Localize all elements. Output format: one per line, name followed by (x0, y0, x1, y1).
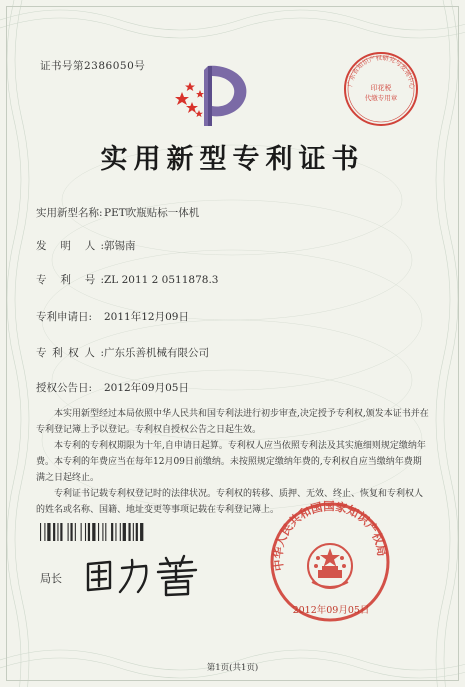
tax-seal-line-2: 代缴专用章 (364, 94, 398, 102)
tax-seal-outer-text: 广东省知识产权研究与发展中心 (345, 53, 417, 90)
field-label: 授权公告日: (36, 382, 93, 394)
field-label: 专利权人: (36, 347, 104, 359)
page-indicator: 第1页(共1页) (206, 663, 259, 673)
body-paragraph: 专利证书记载专利权登记时的法律状况。专利权的转移、质押、无效、终止、恢复和专利权人的姓名或名称、国籍、地址变更等事项记载在专利登记簿上。 (36, 489, 424, 515)
patent-office-logo (168, 62, 256, 130)
field-value: 2011年12月09日 (104, 311, 189, 323)
field-value: PET吹瓶贴标一体机 (104, 207, 200, 219)
national-emblem-icon (308, 544, 352, 588)
field-label: 发 明 人: (36, 240, 104, 252)
field-value: 广东乐善机械有限公司 (104, 347, 209, 359)
certificate-title: 实用新型专利证书 (100, 144, 365, 175)
director-signature (76, 552, 216, 598)
field-patent-number (36, 272, 218, 287)
tax-seal-stamp (342, 50, 420, 128)
field-value: 郭锡南 (104, 240, 136, 252)
tax-seal-line-1: 印花税 (370, 84, 392, 92)
certificate-number: 证书号第2386050号 (40, 60, 146, 72)
field-label: 专 利 号: (36, 274, 104, 286)
body-paragraph: 本实用新型经过本局依照中华人民共和国专利法进行初步审查,决定授予专利权,颁发本证书并在专利登记簿上予以登记。专利权自授权公告之日起生效。 (36, 409, 429, 435)
seal-date: 2012年09月05日 (292, 605, 370, 616)
field-value: 2012年09月05日 (104, 382, 189, 394)
field-utility-model-name (36, 205, 199, 220)
field-label: 专利申请日: (36, 311, 93, 323)
field-label: 实用新型名称: (36, 207, 103, 219)
barcode (40, 523, 178, 541)
director-label: 局长 (40, 572, 62, 585)
body-paragraph: 本专利的专利权期限为十年,自申请日起算。专利权人应当依照专利法及其实施细则规定缴纳年费。本专利的年费应当在每年12月09日前缴纳。未按照规定缴纳年费的,专利权自应当缴纳年费期满之日起终止。 (36, 441, 426, 483)
field-inventor (36, 238, 136, 253)
field-value: ZL 2011 2 0511878.3 (104, 274, 219, 286)
official-seal-text: 中华人民共和国国家知识产权局 (270, 500, 390, 572)
field-grant-date (36, 380, 189, 395)
field-filing-date (36, 309, 189, 324)
field-patentee (36, 345, 209, 360)
